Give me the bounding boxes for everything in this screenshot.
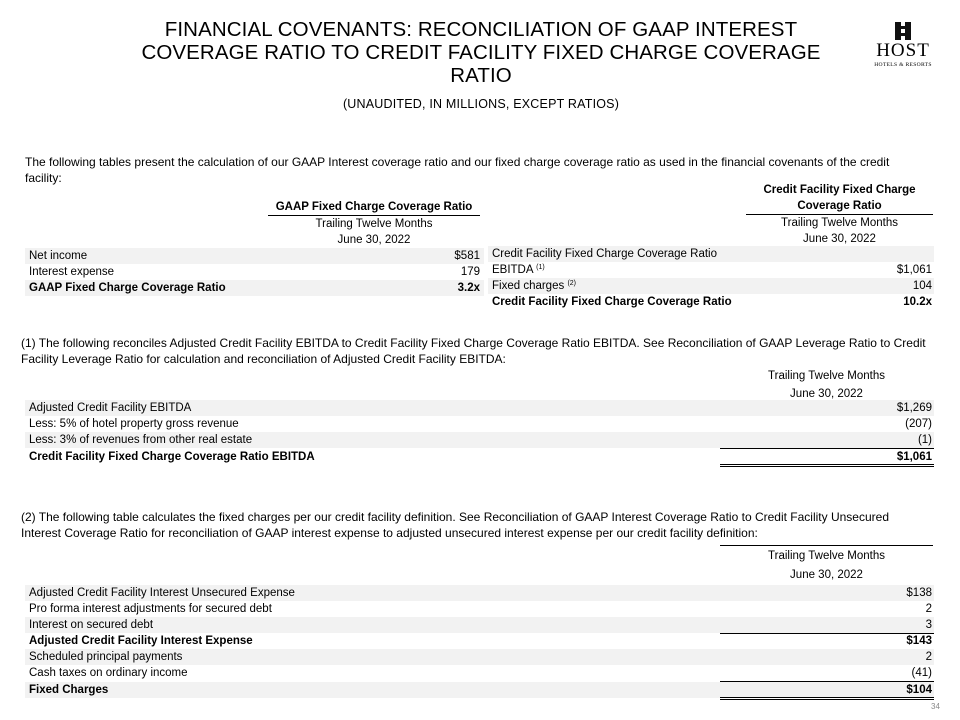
cf-table-date: June 30, 2022 xyxy=(746,231,933,248)
table-row-total xyxy=(25,449,934,465)
table-row-total xyxy=(25,682,934,698)
row-value: 179 xyxy=(460,266,480,278)
row-value: $1,061 xyxy=(896,264,932,276)
row-label: Pro forma interest adjustments for secured debt xyxy=(29,603,272,615)
footnote-ref: (2) xyxy=(567,280,576,287)
row-value: $143 xyxy=(906,635,932,647)
table-row xyxy=(488,262,934,278)
table-row-total xyxy=(488,294,934,310)
cf-table-title-line1: Credit Facility Fixed Charge xyxy=(763,184,916,196)
table-row xyxy=(25,248,484,264)
table-row xyxy=(25,400,934,416)
page-title: FINANCIAL COVENANTS: RECONCILIATION OF GAAP INTEREST COVERAGE RATIO TO CREDIT FACILITY FIXED CHARGE COVERAGE RATIO xyxy=(141,18,821,87)
row-label: Less: 5% of hotel property gross revenue xyxy=(29,418,239,430)
row-value: (41) xyxy=(911,667,932,679)
table-row xyxy=(25,264,484,280)
row-value: $138 xyxy=(906,587,932,599)
note1-date: June 30, 2022 xyxy=(720,385,933,404)
host-logo-mark-icon xyxy=(895,22,911,40)
note2-table-header xyxy=(720,545,933,586)
intro-text: The following tables present the calculation of our GAAP Interest coverage ratio and our fixed charge coverage ratio as used in the financial covenants of the credit facility: xyxy=(25,155,890,185)
row-label: Adjusted Credit Facility Interest Expense xyxy=(29,635,253,647)
row-label: Interest expense xyxy=(29,266,115,278)
row-label: Fixed Charges xyxy=(29,684,109,696)
row-value: 3.2x xyxy=(457,282,480,294)
row-label: Credit Facility Fixed Charge Coverage Ratio EBITDA xyxy=(29,451,315,463)
footnote-1-text: (1) The following reconciles Adjusted Credit Facility EBITDA to Credit Facility Fixed Charge Coverage Ratio EBITDA. See Reconciliation of GAAP Leverage Ratio to Credit Facility Leverage Ratio for calculation and reconciliation of Adjusted Credit Facility EBITDA: xyxy=(21,336,926,366)
row-value: $581 xyxy=(454,250,480,262)
total-double-rule xyxy=(720,464,934,467)
row-label: Scheduled principal payments xyxy=(29,651,183,663)
note2-date: June 30, 2022 xyxy=(720,566,933,586)
row-label: Interest on secured debt xyxy=(29,619,154,631)
row-value: $1,269 xyxy=(896,402,932,414)
page-number: 34 xyxy=(931,702,940,711)
total-double-rule xyxy=(720,697,934,700)
row-value: 104 xyxy=(912,280,932,292)
table-row-total xyxy=(25,280,484,296)
row-value: 10.2x xyxy=(903,296,932,308)
note1-period: Trailing Twelve Months xyxy=(768,370,885,382)
gaap-table-header xyxy=(268,199,480,249)
row-value: 3 xyxy=(925,619,932,631)
table-row xyxy=(25,665,934,681)
host-logo xyxy=(866,22,940,70)
row-label: Adjusted Credit Facility EBITDA xyxy=(29,402,192,414)
gaap-table-period: Trailing Twelve Months xyxy=(315,218,433,230)
table-row xyxy=(25,432,934,448)
row-value: (1) xyxy=(917,434,932,446)
cf-table-period: Trailing Twelve Months xyxy=(781,217,898,229)
table-row xyxy=(488,246,934,262)
logo-tagline: HOTELS & RESORTS xyxy=(874,62,932,68)
row-label: Adjusted Credit Facility Interest Unsecured Expense xyxy=(29,587,295,599)
gaap-table-title: GAAP Fixed Charge Coverage Ratio xyxy=(268,199,480,216)
row-label: EBITDA $^{(1)}$ xyxy=(492,264,545,276)
row-value: 2 xyxy=(925,651,932,663)
table-row xyxy=(25,416,934,432)
row-value: $104 xyxy=(906,684,932,696)
table-row xyxy=(25,585,934,601)
row-label: Less: 3% of revenues from other real estate xyxy=(29,434,253,446)
row-value: $1,061 xyxy=(896,451,932,463)
row-label: Credit Facility Fixed Charge Coverage Ratio xyxy=(492,248,717,260)
note1-table-header xyxy=(720,367,933,404)
note2-period: Trailing Twelve Months xyxy=(768,550,885,562)
table-row xyxy=(25,617,934,633)
page-subtitle: (UNAUDITED, IN MILLIONS, EXCEPT RATIOS) xyxy=(342,97,620,111)
cf-table-title-line2: Coverage Ratio xyxy=(746,198,933,215)
row-label: Cash taxes on ordinary income xyxy=(29,667,188,679)
table-row xyxy=(25,601,934,617)
footnote-ref: (1) xyxy=(536,264,545,271)
table-row xyxy=(25,649,934,665)
logo-wordmark: HOST xyxy=(876,40,930,61)
row-label: Fixed charges $^{(2)}$ xyxy=(492,280,576,292)
row-label: Credit Facility Fixed Charge Coverage Ratio xyxy=(492,296,732,308)
row-value: 2 xyxy=(925,603,932,615)
table-row-subtotal xyxy=(25,633,934,649)
gaap-table-date: June 30, 2022 xyxy=(268,232,480,249)
row-label: GAAP Fixed Charge Coverage Ratio xyxy=(29,282,226,294)
cf-table-header xyxy=(746,182,933,248)
table-row xyxy=(488,278,934,294)
footnote-2-text: (2) The following table calculates the fixed charges per our credit facility definition. See Reconciliation of GAAP Interest Coverage Ratio to Credit Facility Unsecured Interest Coverage Ratio for reconciliation of GAAP interest expense to adjusted unsecured interest expense per our credit facility definition: xyxy=(21,510,889,540)
row-value: (207) xyxy=(905,418,932,430)
row-label: Net income xyxy=(29,250,88,262)
